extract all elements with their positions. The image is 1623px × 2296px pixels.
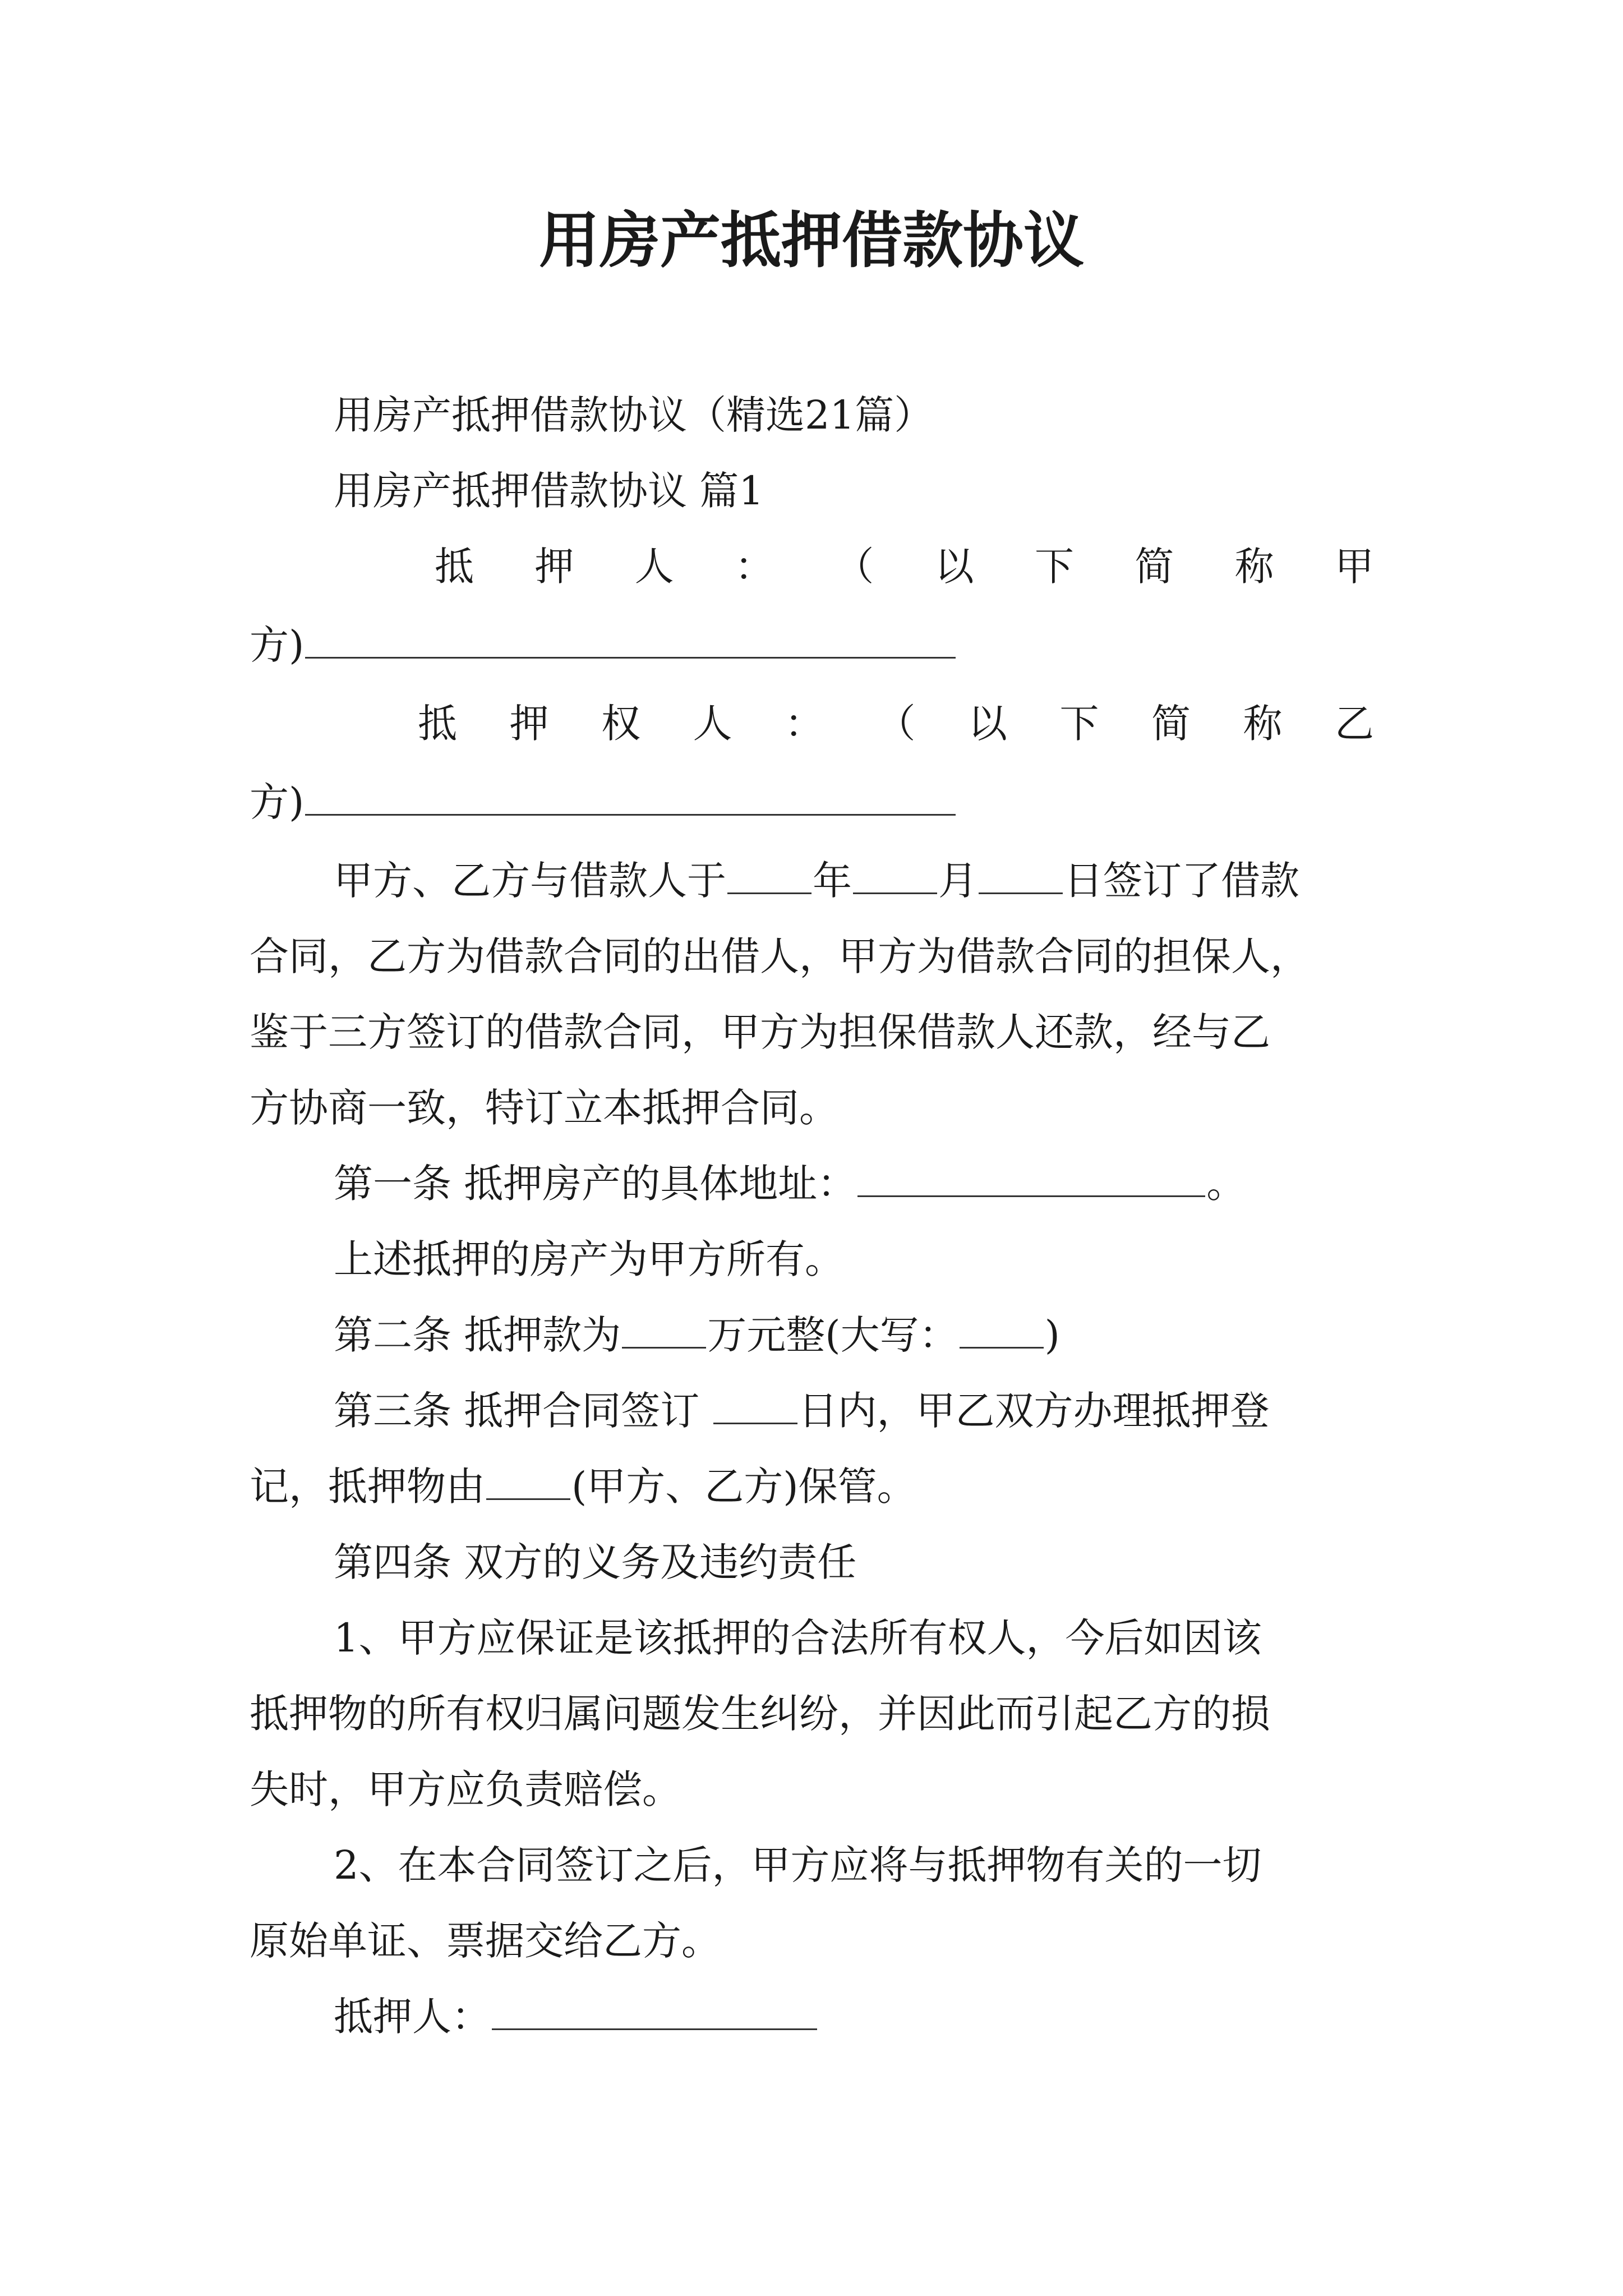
mortgagor-blank bbox=[305, 618, 956, 659]
custodian-blank bbox=[486, 1459, 570, 1500]
mortgagor-row-char: 下 bbox=[1034, 544, 1074, 590]
year-blank bbox=[727, 853, 811, 894]
mortgagee-row-char: 简 bbox=[1151, 701, 1191, 747]
mortgagee-row-char: 人 bbox=[693, 701, 732, 747]
article-3-text-a: 第三条 抵押合同签订 bbox=[334, 1388, 712, 1434]
mortgagor-row-char: ： bbox=[734, 544, 774, 590]
article-1 bbox=[250, 1156, 1374, 1212]
mortgagor-line bbox=[250, 617, 1374, 673]
p1-text-year: 年 bbox=[813, 858, 852, 904]
p1-text-day: 日签订了借款 bbox=[1064, 858, 1299, 904]
paragraph-1-line-3: 鉴于三方签订的借款合同，甲方为担保借款人还款，经与乙 bbox=[250, 1009, 1270, 1055]
mortgagor-label-row bbox=[250, 539, 1374, 595]
mortgagee-row-char: 押 bbox=[509, 701, 549, 747]
article-3-line-2 bbox=[250, 1458, 1374, 1515]
mortgagee-blank bbox=[305, 775, 956, 816]
signature-blank bbox=[492, 1989, 817, 2030]
day-blank bbox=[979, 853, 1063, 894]
mortgagee-label-row bbox=[250, 696, 1374, 752]
article-4-heading: 第四条 双方的义务及违约责任 bbox=[334, 1539, 857, 1585]
mortgagor-row-char: 甲 bbox=[1334, 544, 1374, 590]
mortgagor-row-char: 简 bbox=[1135, 544, 1174, 590]
mortgagor-row-char: 称 bbox=[1234, 544, 1274, 590]
mortgagee-row-char: （ bbox=[876, 701, 916, 747]
document-title: 用房产抵押借款协议 bbox=[538, 206, 1084, 276]
days-blank bbox=[713, 1383, 797, 1424]
mortgagor-row-char: 抵 bbox=[435, 544, 474, 590]
mortgagee-row-char: 抵 bbox=[418, 701, 457, 747]
mortgagor-row-char: 押 bbox=[534, 544, 574, 590]
item-1-line-3: 失时，甲方应负责赔偿。 bbox=[250, 1766, 681, 1812]
signature-line bbox=[250, 1989, 1374, 2045]
mortgagee-row-char: ： bbox=[785, 701, 824, 747]
signature-label: 抵押人： bbox=[334, 1994, 491, 2040]
p1-text-a: 甲方、乙方与借款人于 bbox=[334, 858, 726, 904]
item-2-line-2: 原始单证、票据交给乙方。 bbox=[250, 1918, 721, 1964]
item-2-line-1: 2、在本合同签订之后，甲方应将与抵押物有关的一切 bbox=[334, 1842, 1262, 1888]
mortgagor-row-char: 以 bbox=[934, 544, 974, 590]
p1-text-month: 月 bbox=[938, 858, 978, 904]
document-subtitle: 用房产抵押借款协议（精选21篇） bbox=[334, 392, 934, 438]
mortgagee-row-char: 乙 bbox=[1335, 701, 1374, 747]
mortgagor-row-char: （ bbox=[834, 544, 874, 590]
address-blank bbox=[857, 1156, 1205, 1197]
amount-blank bbox=[622, 1308, 706, 1349]
mortgagee-line bbox=[250, 774, 1374, 830]
item-1-line-1: 1、甲方应保证是该抵押的合法所有权人，今后如因该 bbox=[334, 1615, 1262, 1661]
article-1-note: 上述抵押的房产为甲方所有。 bbox=[334, 1236, 844, 1282]
mortgagor-row-char: 人 bbox=[634, 544, 674, 590]
article-3-text-b: 日内，甲乙双方办理抵押登 bbox=[798, 1388, 1270, 1434]
article-3-text-c: 记，抵押物由 bbox=[250, 1464, 485, 1510]
item-1-line-2: 抵押物的所有权归属问题发生纠纷，并因此而引起乙方的损 bbox=[250, 1691, 1270, 1737]
paragraph-1-line-2: 合同，乙方为借款合同的出借人，甲方为借款合同的担保人， bbox=[250, 933, 1310, 979]
article-1-text: 第一条 抵押房产的具体地址： bbox=[334, 1161, 857, 1207]
article-1-end: 。 bbox=[1206, 1161, 1246, 1207]
amount-words-blank bbox=[960, 1308, 1044, 1349]
mortgagee-row-char: 下 bbox=[1059, 701, 1099, 747]
article-2-text-a: 第二条 抵押款为 bbox=[334, 1312, 621, 1358]
mortgagor-cont-text: 方) bbox=[250, 622, 305, 668]
article-2-text-c: ) bbox=[1044, 1312, 1060, 1358]
article-3-line-1 bbox=[250, 1383, 1374, 1439]
mortgagee-row-char: 以 bbox=[968, 701, 1007, 747]
mortgagee-row-char: 称 bbox=[1243, 701, 1283, 747]
article-2 bbox=[250, 1307, 1374, 1363]
article-2-text-b: 万元整(大写： bbox=[707, 1312, 958, 1358]
paragraph-1-line-4: 方协商一致，特订立本抵押合同。 bbox=[250, 1085, 838, 1131]
mortgagee-cont-text: 方) bbox=[250, 779, 305, 825]
article-3-text-d: (甲方、乙方)保管。 bbox=[571, 1464, 916, 1510]
month-blank bbox=[853, 853, 937, 894]
section-heading: 用房产抵押借款协议 篇1 bbox=[334, 468, 764, 514]
paragraph-1-line-1 bbox=[250, 853, 1374, 909]
mortgagee-row-char: 权 bbox=[601, 701, 640, 747]
